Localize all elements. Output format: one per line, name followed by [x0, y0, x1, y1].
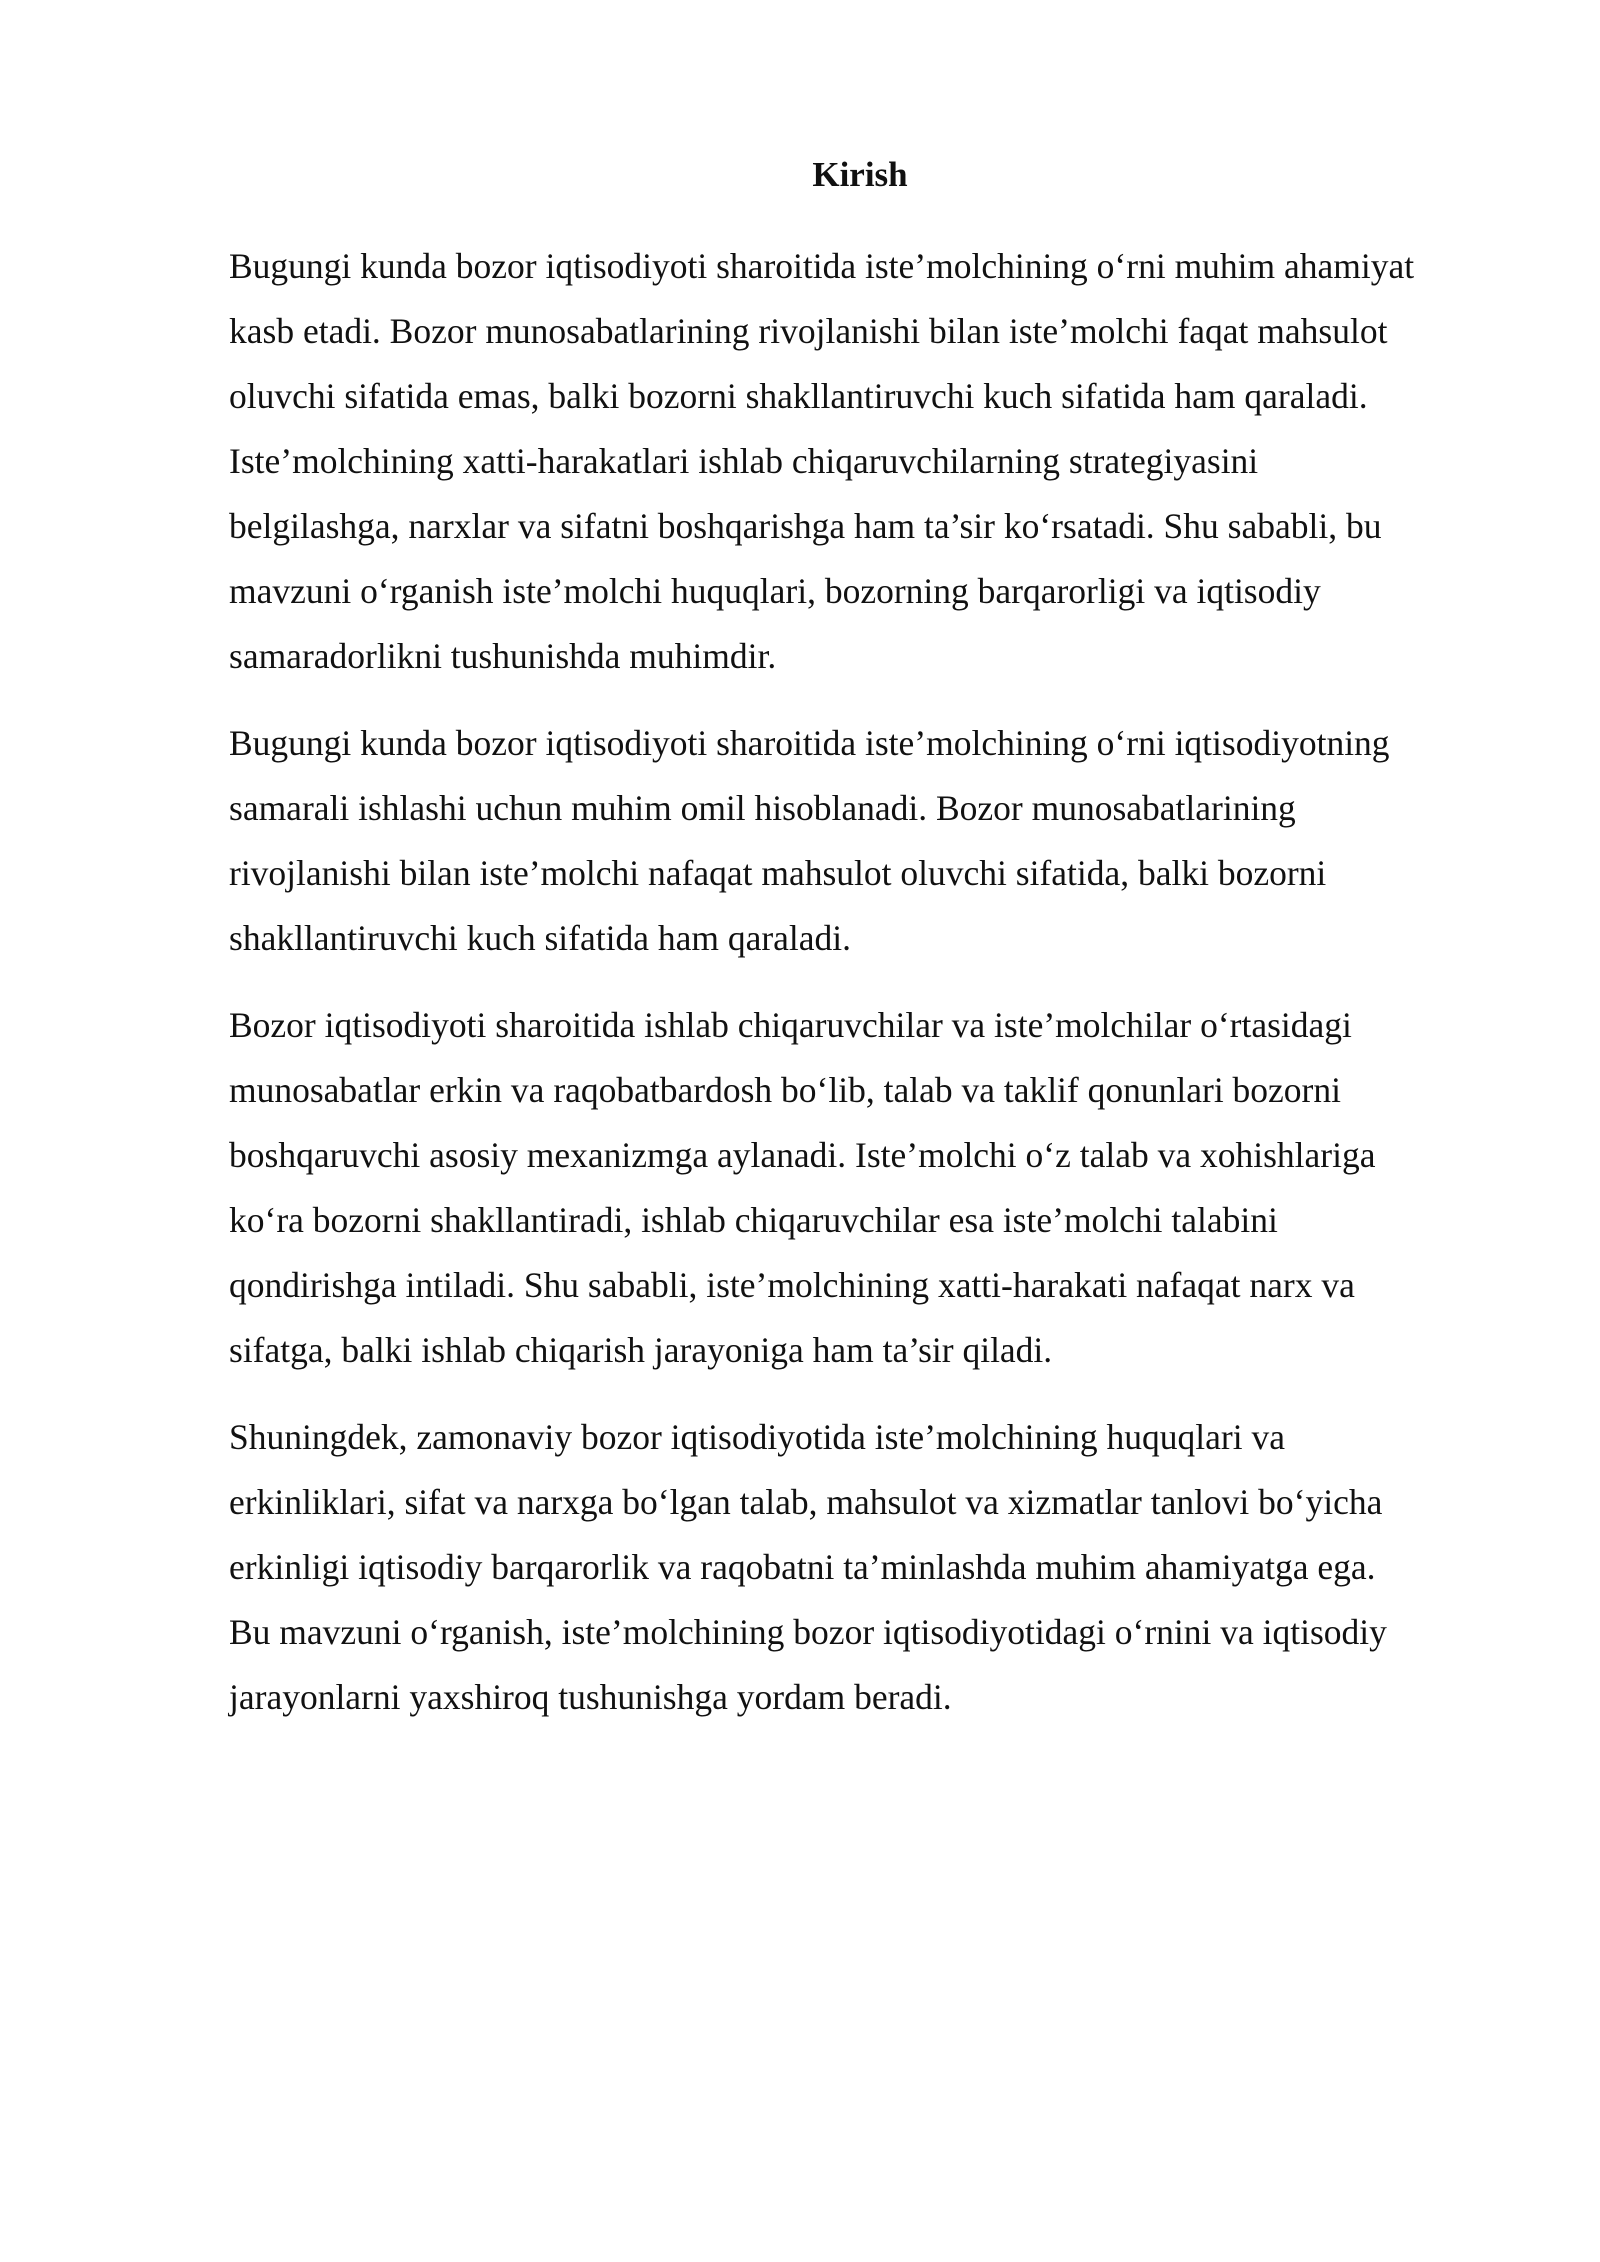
text-line: qondirishga intiladi. Shu sababli, iste’molchining xatti-harakati nafaqat narx va: [229, 1265, 1355, 1305]
text-line: Bu mavzuni o‘rganish, iste’molchining bozor iqtisodiyotidagi o‘rnini va iqtisodiy: [229, 1612, 1387, 1652]
text-line: Shuningdek, zamonaviy bozor iqtisodiyotida iste’molchining huquqlari va: [229, 1417, 1285, 1457]
paragraph-3: [229, 993, 1491, 1383]
text-line: jarayonlarni yaxshiroq tushunishga yordam beradi.: [229, 1677, 952, 1717]
text-line: kasb etadi. Bozor munosabatlarining rivojlanishi bilan iste’molchi faqat mahsulot: [229, 311, 1388, 351]
text-line: rivojlanishi bilan iste’molchi nafaqat mahsulot oluvchi sifatida, balki bozorni: [229, 853, 1327, 893]
paragraph-1: [229, 234, 1491, 689]
paragraph-4: [229, 1405, 1491, 1730]
paragraph-2: [229, 711, 1491, 971]
text-line: boshqaruvchi asosiy mexanizmga aylanadi. Iste’molchi o‘z talab va xohishlariga: [229, 1135, 1376, 1175]
document-body: [229, 234, 1491, 1752]
text-line: Iste’molchining xatti-harakatlari ishlab chiqaruvchilarning strategiyasini: [229, 441, 1259, 481]
text-line: ko‘ra bozorni shakllantiradi, ishlab chiqaruvchilar esa iste’molchi talabini: [229, 1200, 1278, 1240]
text-line: samarali ishlashi uchun muhim omil hisoblanadi. Bozor munosabatlarining: [229, 788, 1296, 828]
text-line: belgilashga, narxlar va sifatni boshqarishga ham ta’sir ko‘rsatadi. Shu sababli, bu: [229, 506, 1382, 546]
text-line: oluvchi sifatida emas, balki bozorni shakllantiruvchi kuch sifatida ham qaraladi.: [229, 376, 1368, 416]
text-line: erkinligi iqtisodiy barqarorlik va raqobatni ta’minlashda muhim ahamiyatga ega.: [229, 1547, 1376, 1587]
text-line: Bugungi kunda bozor iqtisodiyoti sharoitida iste’molchining o‘rni iqtisodiyotning: [229, 723, 1390, 763]
text-line: mavzuni o‘rganish iste’molchi huquqlari, bozorning barqarorligi va iqtisodiy: [229, 571, 1321, 611]
text-line: sifatga, balki ishlab chiqarish jarayoniga ham ta’sir qiladi.: [229, 1330, 1053, 1370]
text-line: Bugungi kunda bozor iqtisodiyoti sharoitida iste’molchining o‘rni muhim ahamiyat: [229, 246, 1415, 286]
text-line: erkinliklari, sifat va narxga bo‘lgan talab, mahsulot va xizmatlar tanlovi bo‘yicha: [229, 1482, 1383, 1522]
document-title: Kirish: [812, 155, 908, 194]
text-line: munosabatlar erkin va raqobatbardosh bo‘lib, talab va taklif qonunlari bozorni: [229, 1070, 1341, 1110]
text-line: samaradorlikni tushunishda muhimdir.: [229, 636, 777, 676]
text-line: Bozor iqtisodiyoti sharoitida ishlab chiqaruvchilar va iste’molchilar o‘rtasidagi: [229, 1005, 1352, 1045]
text-line: shakllantiruvchi kuch sifatida ham qaraladi.: [229, 918, 852, 958]
